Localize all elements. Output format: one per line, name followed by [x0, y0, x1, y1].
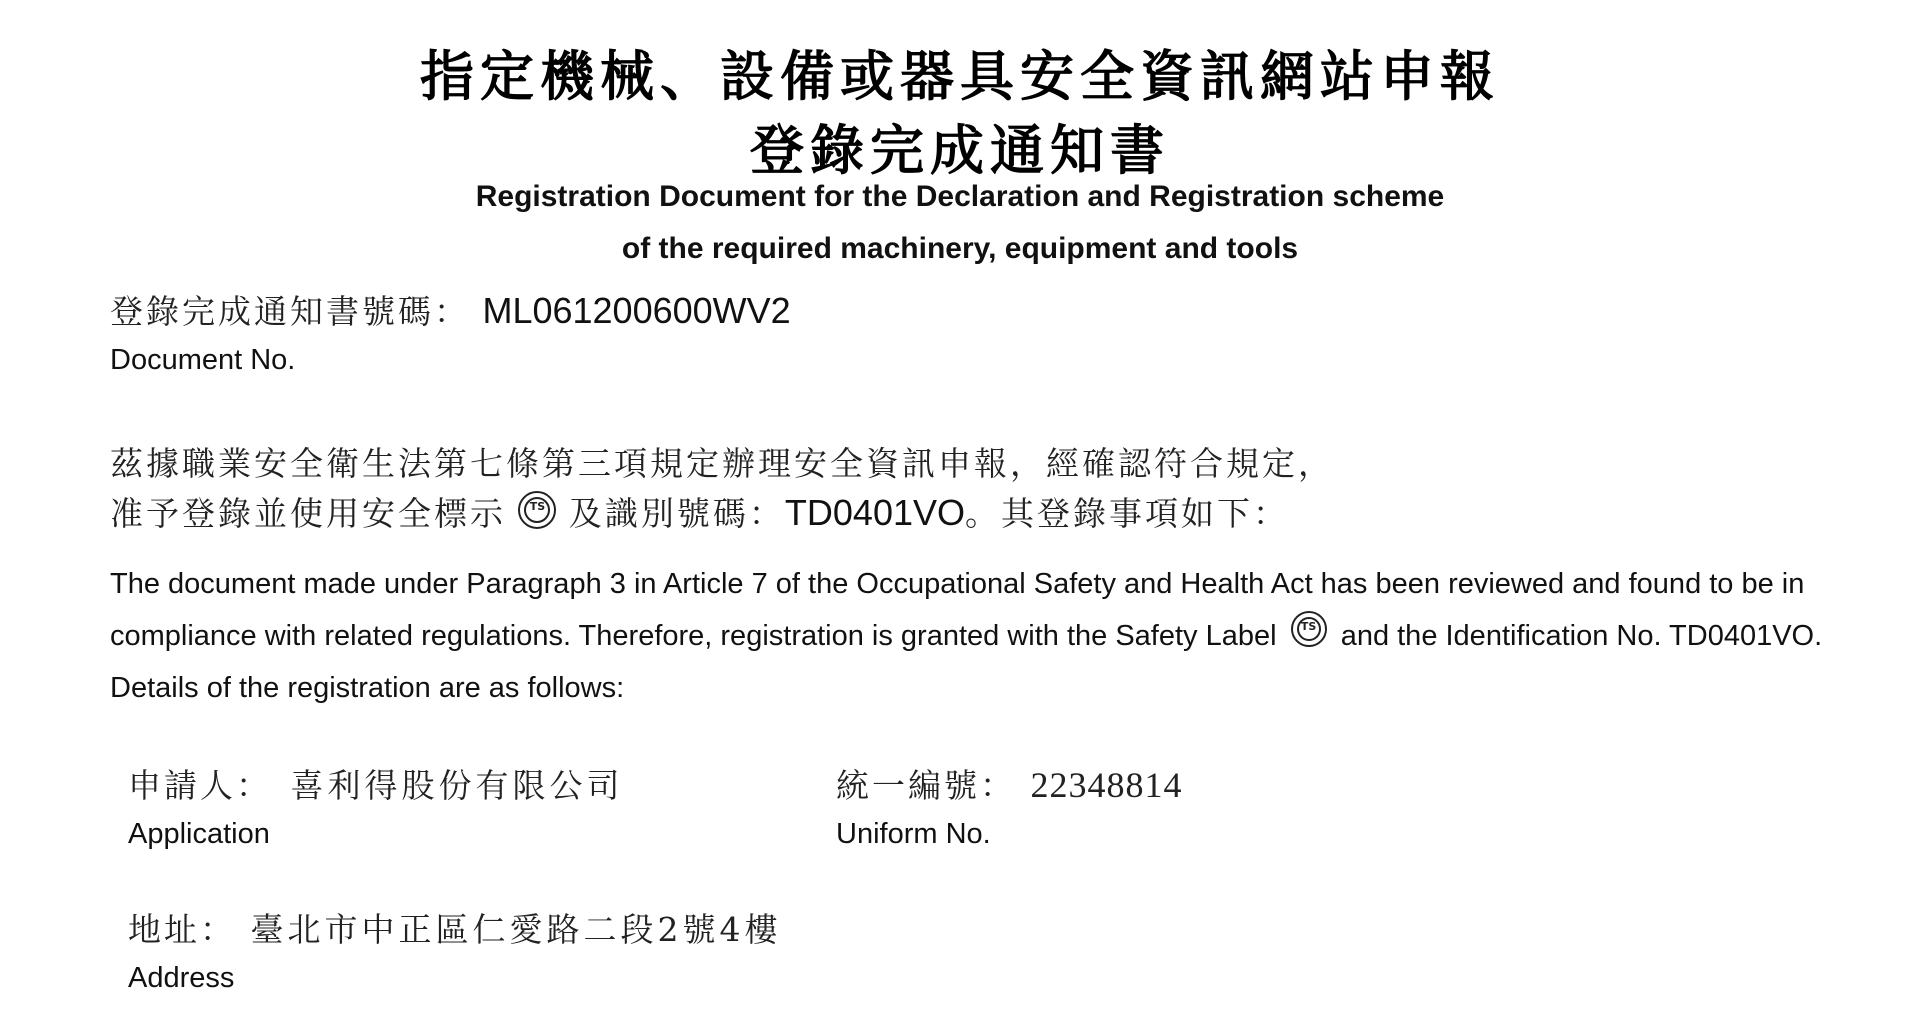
uniform-no-value: 22348814 [1030, 765, 1183, 805]
declaration-zh-line2-middle: 及識別號碼： [568, 494, 785, 533]
document-no-label-en: Document No. [110, 344, 296, 376]
document-no-label-zh: 登錄完成通知書號碼： [110, 292, 470, 331]
address-value: 臺北市中正區仁愛路二段2號4樓 [250, 910, 782, 949]
declaration-english [110, 558, 1830, 714]
uniform-no-label-zh: 統一編號： [836, 766, 1016, 805]
title-english-line2: of the required machinery, equipment and tools [621, 232, 1299, 265]
applicant-label-en: Application [128, 818, 270, 850]
declaration-en-part1: The document made under Paragraph 3 in Article 7 of the Occupational Safety and Health Act has been reviewed and found to be in compliance with related regulations. Therefore, registration is granted with the Safety Label [110, 568, 1805, 652]
declaration-zh-line2 [110, 488, 1289, 535]
address-row [128, 904, 781, 951]
declaration-zh-line1: 茲據職業安全衛生法第七條第三項規定辦理安全資訊申報，經確認符合規定， [110, 444, 1334, 483]
document-no-row [110, 286, 791, 333]
identification-no: TD0401VO [784, 492, 965, 533]
ts-safety-mark-icon: TS [1291, 611, 1327, 647]
uniform-no-row [836, 760, 1182, 807]
declaration-en-part2: and the Identification No. TD0401VO. Details of the registration are as follows: [110, 620, 1823, 704]
uniform-no-label-en: Uniform No. [836, 818, 991, 850]
title-chinese-line2: 登錄完成通知書 [750, 118, 1170, 182]
address-label-en: Address [128, 962, 235, 994]
applicant-label-zh: 申請人： [128, 766, 272, 805]
applicant-row [128, 760, 623, 807]
address-label-zh: 地址： [128, 910, 236, 949]
declaration-zh-line2-after: 。其登錄事項如下： [965, 494, 1289, 533]
document-no-value: ML061200600WV2 [482, 290, 791, 331]
declaration-zh-line2-before: 准予登錄並使用安全標示 [110, 494, 506, 533]
ts-safety-mark-icon: TS [518, 491, 556, 529]
applicant-value: 喜利得股份有限公司 [290, 766, 624, 805]
title-english-line1: Registration Document for the Declaration and Registration scheme [475, 180, 1445, 213]
title-chinese-line1: 指定機械、設備或器具安全資訊網站申報 [420, 44, 1500, 108]
